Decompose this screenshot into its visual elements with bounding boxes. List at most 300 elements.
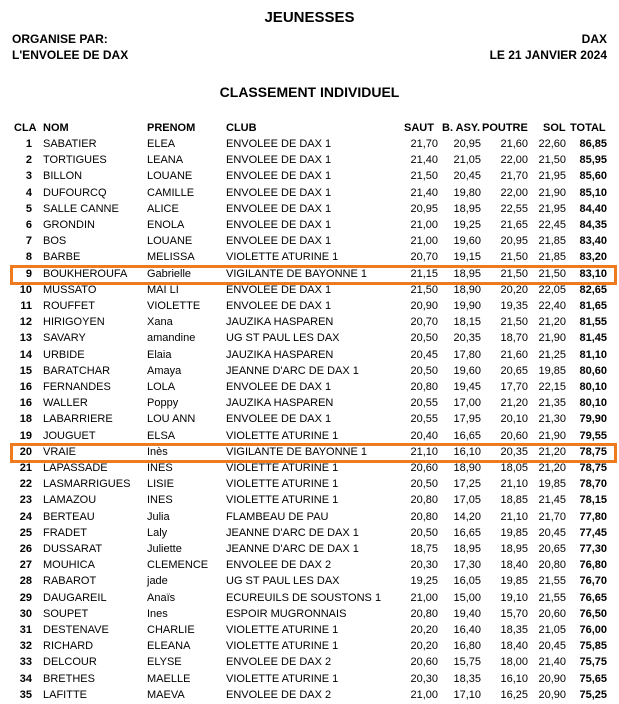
- cell-total-score: 83,20: [579, 251, 607, 264]
- cell-rank: 14: [19, 348, 32, 361]
- cell-last-name: DUSSARAT: [43, 543, 103, 555]
- table-row: [0, 315, 619, 331]
- table-row: [0, 396, 619, 412]
- cell-last-name: SOUPET: [43, 607, 89, 620]
- cell-beam-score: 21,50: [500, 267, 528, 280]
- cell-vault-score: 20,30: [410, 672, 438, 685]
- col-header-nom: NOM: [43, 122, 69, 134]
- cell-last-name: TORTIGUES: [43, 154, 107, 167]
- cell-last-name: DAUGAREIL: [43, 591, 107, 604]
- cell-rank: 32: [19, 640, 32, 653]
- cell-bars-score: 20,95: [453, 138, 481, 150]
- cell-bars-score: 17,80: [453, 348, 481, 361]
- cell-rank: 19: [19, 429, 32, 442]
- cell-club: ESPOIR MUGRONNAIS: [226, 607, 347, 620]
- table-row: [0, 574, 619, 590]
- table-row: [0, 607, 619, 623]
- cell-beam-score: 21,10: [500, 510, 528, 523]
- cell-beam-score: 16,10: [500, 672, 528, 685]
- cell-vault-score: 21,15: [410, 267, 438, 280]
- cell-club: ECUREUILS DE SOUSTONS 1: [226, 591, 382, 604]
- cell-bars-score: 18,35: [453, 672, 481, 685]
- cell-last-name: GRONDIN: [43, 219, 95, 231]
- cell-last-name: SALLE CANNE: [43, 202, 119, 215]
- cell-vault-score: 21,50: [410, 283, 438, 296]
- table-row: [0, 655, 619, 671]
- cell-bars-score: 19,25: [453, 219, 481, 231]
- cell-first-name: VIOLETTE: [147, 300, 201, 312]
- table-row: [0, 218, 619, 234]
- table-row: [0, 477, 619, 493]
- cell-rank: 21: [19, 462, 32, 474]
- cell-total-score: 82,65: [579, 283, 607, 296]
- cell-beam-score: 22,00: [500, 154, 528, 167]
- cell-rank: 18: [19, 413, 32, 426]
- cell-vault-score: 20,55: [410, 397, 438, 410]
- cell-rank: 27: [19, 559, 32, 572]
- cell-club: ENVOLEE DE DAX 2: [226, 688, 332, 701]
- cell-club: VIOLETTE ATURINE 1: [226, 462, 339, 474]
- table-row: [0, 412, 619, 428]
- cell-floor-score: 21,35: [538, 397, 566, 410]
- cell-bars-score: 18,95: [453, 267, 481, 280]
- table-row: [0, 623, 619, 639]
- cell-last-name: BILLON: [43, 170, 83, 183]
- cell-beam-score: 21,10: [500, 478, 528, 491]
- cell-rank: 24: [19, 510, 32, 523]
- col-header-poutre: POUTRE: [482, 122, 528, 134]
- cell-floor-score: 21,70: [538, 510, 566, 523]
- cell-rank: 12: [19, 316, 32, 329]
- cell-beam-score: 19,35: [500, 300, 528, 312]
- cell-bars-score: 16,05: [453, 575, 481, 588]
- cell-total-score: 80,60: [579, 364, 607, 377]
- cell-beam-score: 18,40: [500, 559, 528, 572]
- cell-floor-score: 22,05: [538, 283, 566, 296]
- cell-first-name: Anaïs: [147, 591, 176, 604]
- cell-first-name: Elaia: [147, 348, 172, 361]
- cell-floor-score: 19,85: [538, 364, 566, 377]
- cell-total-score: 75,25: [579, 688, 607, 701]
- cell-first-name: CHARLIE: [147, 624, 195, 636]
- cell-last-name: BOS: [43, 235, 67, 248]
- cell-bars-score: 16,10: [453, 445, 481, 458]
- cell-floor-score: 22,60: [538, 138, 566, 150]
- cell-vault-score: 20,80: [410, 381, 438, 393]
- cell-beam-score: 19,85: [500, 575, 528, 588]
- cell-total-score: 76,65: [579, 591, 607, 604]
- cell-last-name: DESTENAVE: [43, 624, 109, 636]
- cell-first-name: MAEVA: [147, 688, 185, 701]
- cell-club: JEANNE D'ARC DE DAX 1: [226, 543, 359, 555]
- cell-beam-score: 18,85: [500, 494, 528, 507]
- table-row: [0, 639, 619, 655]
- cell-club: VIOLETTE ATURINE 1: [226, 624, 339, 636]
- cell-bars-score: 19,45: [453, 381, 481, 393]
- cell-beam-score: 18,00: [500, 656, 528, 669]
- cell-total-score: 78,75: [579, 445, 607, 458]
- cell-beam-score: 22,00: [500, 186, 528, 199]
- cell-club: ENVOLEE DE DAX 1: [226, 186, 332, 199]
- cell-first-name: ELSA: [147, 429, 176, 442]
- table-row: [0, 267, 619, 283]
- cell-rank: 23: [19, 494, 32, 507]
- cell-vault-score: 21,00: [410, 219, 438, 231]
- cell-bars-score: 19,15: [453, 251, 481, 264]
- cell-last-name: URBIDE: [43, 348, 85, 361]
- cell-floor-score: 21,40: [538, 656, 566, 669]
- col-header-sol: SOL: [543, 122, 566, 134]
- cell-rank: 11: [20, 300, 32, 312]
- cell-first-name: INES: [147, 494, 173, 507]
- table-row: [0, 299, 619, 315]
- table-row: [0, 461, 619, 477]
- cell-first-name: LEANA: [147, 154, 184, 167]
- col-header-total: TOTAL: [570, 122, 606, 134]
- cell-club: ENVOLEE DE DAX 1: [226, 283, 332, 296]
- cell-last-name: BRETHES: [43, 672, 95, 685]
- cell-last-name: SABATIER: [43, 138, 97, 150]
- cell-rank: 13: [19, 332, 32, 345]
- cell-floor-score: 20,60: [538, 607, 566, 620]
- cell-club: ENVOLEE DE DAX 1: [226, 170, 332, 183]
- cell-beam-score: 19,85: [500, 526, 528, 539]
- cell-beam-score: 21,70: [500, 170, 528, 183]
- cell-first-name: Juliette: [147, 543, 182, 555]
- cell-bars-score: 21,05: [453, 154, 481, 167]
- cell-first-name: ELEANA: [147, 640, 191, 653]
- cell-club: ENVOLEE DE DAX 1: [226, 202, 332, 215]
- cell-beam-score: 16,25: [500, 688, 528, 701]
- cell-club: VIOLETTE ATURINE 1: [226, 640, 339, 653]
- cell-beam-score: 21,50: [500, 316, 528, 329]
- cell-club: VIGILANTE DE BAYONNE 1: [226, 445, 368, 458]
- cell-floor-score: 19,85: [538, 478, 566, 491]
- cell-beam-score: 20,65: [500, 364, 528, 377]
- cell-total-score: 75,65: [579, 672, 607, 685]
- cell-first-name: Laly: [147, 526, 168, 539]
- cell-first-name: Inès: [147, 445, 168, 458]
- cell-rank: 9: [25, 267, 32, 280]
- cell-last-name: FERNANDES: [43, 381, 111, 393]
- cell-beam-score: 21,20: [500, 397, 528, 410]
- cell-last-name: LAFITTE: [43, 688, 88, 701]
- cell-total-score: 78,15: [579, 494, 607, 507]
- cell-total-score: 78,70: [579, 478, 607, 491]
- cell-total-score: 83,10: [579, 267, 607, 280]
- cell-club: ENVOLEE DE DAX 1: [226, 381, 332, 393]
- cell-last-name: HIRIGOYEN: [43, 316, 105, 329]
- cell-floor-score: 21,55: [538, 591, 566, 604]
- cell-floor-score: 22,15: [538, 381, 566, 393]
- cell-first-name: LISIE: [147, 478, 174, 491]
- cell-floor-score: 21,20: [538, 316, 566, 329]
- cell-bars-score: 17,05: [453, 494, 481, 507]
- cell-rank: 20: [19, 445, 32, 458]
- cell-vault-score: 20,45: [410, 348, 438, 361]
- cell-floor-score: 22,40: [538, 300, 566, 312]
- cell-bars-score: 19,60: [453, 235, 481, 248]
- table-row: [0, 542, 619, 558]
- cell-club: VIOLETTE ATURINE 1: [226, 494, 339, 507]
- cell-first-name: Amaya: [147, 364, 182, 377]
- cell-bars-score: 18,95: [453, 202, 481, 215]
- cell-floor-score: 21,55: [538, 575, 566, 588]
- cell-vault-score: 20,50: [410, 478, 438, 491]
- cell-rank: 6: [25, 219, 32, 231]
- cell-first-name: MELISSA: [147, 251, 195, 264]
- cell-vault-score: 20,95: [410, 202, 438, 215]
- cell-first-name: Julia: [147, 510, 170, 523]
- cell-last-name: WALLER: [43, 397, 88, 410]
- table-row: [0, 688, 619, 704]
- cell-bars-score: 15,00: [453, 591, 481, 604]
- cell-beam-score: 21,60: [500, 348, 528, 361]
- cell-floor-score: 21,25: [538, 348, 566, 361]
- cell-rank: 31: [19, 624, 32, 636]
- cell-last-name: LABARRIERE: [43, 413, 113, 426]
- cell-bars-score: 17,30: [453, 559, 481, 572]
- cell-floor-score: 21,90: [538, 429, 566, 442]
- cell-vault-score: 20,20: [410, 640, 438, 653]
- cell-total-score: 84,35: [579, 219, 607, 231]
- cell-vault-score: 18,75: [410, 543, 438, 555]
- city: DAX: [581, 32, 607, 46]
- cell-vault-score: 20,90: [410, 300, 438, 312]
- cell-bars-score: 18,90: [453, 283, 481, 296]
- cell-total-score: 79,90: [579, 413, 607, 426]
- cell-last-name: BERTEAU: [43, 510, 95, 523]
- cell-bars-score: 16,65: [453, 526, 481, 539]
- cell-club: JAUZIKA HASPAREN: [226, 316, 334, 329]
- cell-club: FLAMBEAU DE PAU: [226, 510, 329, 523]
- cell-first-name: Poppy: [147, 397, 179, 410]
- cell-total-score: 77,45: [579, 526, 607, 539]
- table-row: [0, 364, 619, 380]
- table-row: [0, 331, 619, 347]
- cell-club: VIGILANTE DE BAYONNE 1: [226, 267, 368, 280]
- cell-total-score: 80,10: [579, 381, 607, 393]
- cell-rank: 8: [25, 251, 32, 264]
- cell-total-score: 80,10: [579, 397, 607, 410]
- cell-floor-score: 20,80: [538, 559, 566, 572]
- cell-last-name: BOUKHEROUFA: [43, 267, 128, 280]
- organizer-name: L'ENVOLEE DE DAX: [12, 48, 129, 62]
- cell-floor-score: 20,90: [538, 672, 566, 685]
- table-row: [0, 348, 619, 364]
- cell-total-score: 78,75: [579, 462, 607, 474]
- cell-last-name: ROUFFET: [43, 300, 95, 312]
- cell-first-name: ELYSE: [147, 656, 182, 669]
- cell-total-score: 77,30: [579, 543, 607, 555]
- cell-beam-score: 21,60: [500, 138, 528, 150]
- cell-bars-score: 16,65: [453, 429, 481, 442]
- col-header-basy: B. ASY.: [442, 122, 481, 134]
- cell-last-name: LAMAZOU: [43, 494, 97, 507]
- cell-bars-score: 17,10: [453, 688, 481, 701]
- cell-beam-score: 20,95: [500, 235, 528, 248]
- table-row: [0, 445, 619, 461]
- cell-first-name: Ines: [147, 607, 168, 620]
- cell-total-score: 76,00: [579, 624, 607, 636]
- cell-floor-score: 20,45: [538, 640, 566, 653]
- cell-vault-score: 20,70: [410, 316, 438, 329]
- cell-floor-score: 21,95: [538, 170, 566, 183]
- cell-bars-score: 18,95: [453, 543, 481, 555]
- cell-beam-score: 18,35: [500, 624, 528, 636]
- cell-vault-score: 21,50: [410, 170, 438, 183]
- page-title: JEUNESSES: [264, 9, 355, 26]
- cell-first-name: INES: [147, 462, 173, 474]
- cell-vault-score: 21,40: [410, 154, 438, 167]
- cell-vault-score: 21,70: [410, 138, 438, 150]
- cell-club: VIOLETTE ATURINE 1: [226, 478, 339, 491]
- cell-floor-score: 21,20: [538, 445, 566, 458]
- table-row: [0, 202, 619, 218]
- cell-beam-score: 15,70: [500, 607, 528, 620]
- cell-bars-score: 19,80: [453, 186, 481, 199]
- cell-club: ENVOLEE DE DAX 1: [226, 300, 332, 312]
- cell-last-name: VRAIE: [43, 445, 77, 458]
- cell-total-score: 86,85: [579, 138, 607, 150]
- cell-club: ENVOLEE DE DAX 1: [226, 138, 332, 150]
- cell-beam-score: 20,60: [500, 429, 528, 442]
- cell-floor-score: 20,45: [538, 526, 566, 539]
- cell-vault-score: 21,00: [410, 235, 438, 248]
- cell-last-name: MOUHICA: [43, 559, 95, 572]
- ranking-title: CLASSEMENT INDIVIDUEL: [219, 84, 400, 100]
- cell-rank: 26: [19, 543, 32, 555]
- cell-beam-score: 21,65: [500, 219, 528, 231]
- table-row: [0, 558, 619, 574]
- organizer-label: ORGANISE PAR:: [12, 32, 108, 46]
- cell-total-score: 85,60: [579, 170, 607, 183]
- cell-vault-score: 21,40: [410, 186, 438, 199]
- cell-vault-score: 20,50: [410, 526, 438, 539]
- cell-vault-score: 20,80: [410, 607, 438, 620]
- cell-total-score: 85,10: [579, 186, 607, 199]
- cell-floor-score: 21,85: [538, 251, 566, 264]
- cell-total-score: 81,65: [579, 300, 607, 312]
- cell-total-score: 75,75: [579, 656, 607, 669]
- col-header-prenom: PRENOM: [147, 122, 196, 134]
- cell-last-name: SAVARY: [43, 332, 86, 345]
- table-row: [0, 153, 619, 169]
- cell-floor-score: 21,90: [538, 332, 566, 345]
- cell-vault-score: 20,50: [410, 332, 438, 345]
- cell-rank: 15: [19, 364, 32, 377]
- cell-floor-score: 22,45: [538, 219, 566, 231]
- cell-last-name: DUFOURCQ: [43, 186, 107, 199]
- cell-last-name: JOUGUET: [43, 429, 96, 442]
- cell-last-name: DELCOUR: [43, 656, 97, 669]
- cell-first-name: ELEA: [147, 138, 176, 150]
- cell-rank: 25: [19, 526, 32, 539]
- cell-first-name: ENOLA: [147, 219, 185, 231]
- cell-bars-score: 14,20: [453, 510, 481, 523]
- cell-floor-score: 21,20: [538, 462, 566, 474]
- table-row: [0, 186, 619, 202]
- cell-total-score: 81,55: [579, 316, 607, 329]
- cell-floor-score: 21,85: [538, 235, 566, 248]
- cell-club: VIOLETTE ATURINE 1: [226, 672, 339, 685]
- cell-first-name: CAMILLE: [147, 186, 195, 199]
- cell-total-score: 84,40: [579, 202, 607, 215]
- cell-club: ENVOLEE DE DAX 1: [226, 413, 332, 426]
- cell-vault-score: 20,50: [410, 364, 438, 377]
- cell-first-name: ALICE: [147, 202, 179, 215]
- cell-club: ENVOLEE DE DAX 1: [226, 235, 332, 248]
- cell-bars-score: 17,25: [453, 478, 481, 491]
- cell-vault-score: 20,55: [410, 413, 438, 426]
- cell-total-score: 85,95: [579, 154, 607, 167]
- cell-first-name: MAELLE: [147, 672, 191, 685]
- cell-total-score: 77,80: [579, 510, 607, 523]
- cell-rank: 16: [19, 397, 32, 410]
- cell-vault-score: 19,25: [410, 575, 438, 588]
- cell-rank: 7: [25, 235, 32, 248]
- cell-vault-score: 21,10: [410, 445, 438, 458]
- cell-first-name: LOUANE: [147, 235, 193, 248]
- col-header-club: CLUB: [226, 122, 257, 134]
- cell-total-score: 83,40: [579, 235, 607, 248]
- cell-beam-score: 18,95: [500, 543, 528, 555]
- cell-total-score: 76,50: [579, 607, 607, 620]
- cell-floor-score: 21,30: [538, 413, 566, 426]
- cell-bars-score: 18,90: [453, 462, 481, 474]
- cell-last-name: RABAROT: [43, 575, 97, 588]
- cell-club: JEANNE D'ARC DE DAX 1: [226, 526, 359, 539]
- cell-club: ENVOLEE DE DAX 1: [226, 219, 332, 231]
- cell-club: UG ST PAUL LES DAX: [226, 575, 340, 588]
- cell-floor-score: 20,90: [538, 688, 566, 701]
- cell-last-name: LASMARRIGUES: [43, 478, 131, 491]
- cell-vault-score: 20,70: [410, 251, 438, 264]
- date: LE 21 JANVIER 2024: [489, 48, 607, 62]
- cell-first-name: LOLA: [147, 381, 176, 393]
- cell-bars-score: 20,45: [453, 170, 481, 183]
- cell-total-score: 81,10: [579, 348, 607, 361]
- cell-last-name: LAPASSADE: [43, 462, 108, 474]
- table-row: [0, 493, 619, 509]
- cell-first-name: amandine: [147, 332, 196, 345]
- cell-total-score: 76,70: [579, 575, 607, 588]
- cell-floor-score: 21,05: [538, 624, 566, 636]
- cell-beam-score: 20,35: [500, 445, 528, 458]
- cell-floor-score: 21,90: [538, 186, 566, 199]
- cell-rank: 34: [19, 672, 32, 685]
- col-header-saut: SAUT: [404, 122, 434, 134]
- cell-bars-score: 18,15: [453, 316, 481, 329]
- table-row: [0, 234, 619, 250]
- cell-club: ENVOLEE DE DAX 2: [226, 656, 332, 669]
- cell-bars-score: 17,95: [453, 413, 481, 426]
- cell-floor-score: 21,45: [538, 494, 566, 507]
- cell-vault-score: 20,40: [410, 429, 438, 442]
- cell-rank: 4: [25, 186, 32, 199]
- table-row: [0, 591, 619, 607]
- table-row: [0, 283, 619, 299]
- cell-vault-score: 21,00: [410, 591, 438, 604]
- cell-floor-score: 21,50: [538, 154, 566, 167]
- cell-club: JEANNE D'ARC DE DAX 1: [226, 364, 359, 377]
- cell-club: VIOLETTE ATURINE 1: [226, 251, 339, 264]
- cell-total-score: 75,85: [579, 640, 607, 653]
- cell-bars-score: 16,40: [453, 624, 481, 636]
- cell-bars-score: 15,75: [453, 656, 481, 669]
- cell-club: UG ST PAUL LES DAX: [226, 332, 340, 345]
- cell-floor-score: 21,95: [538, 202, 566, 215]
